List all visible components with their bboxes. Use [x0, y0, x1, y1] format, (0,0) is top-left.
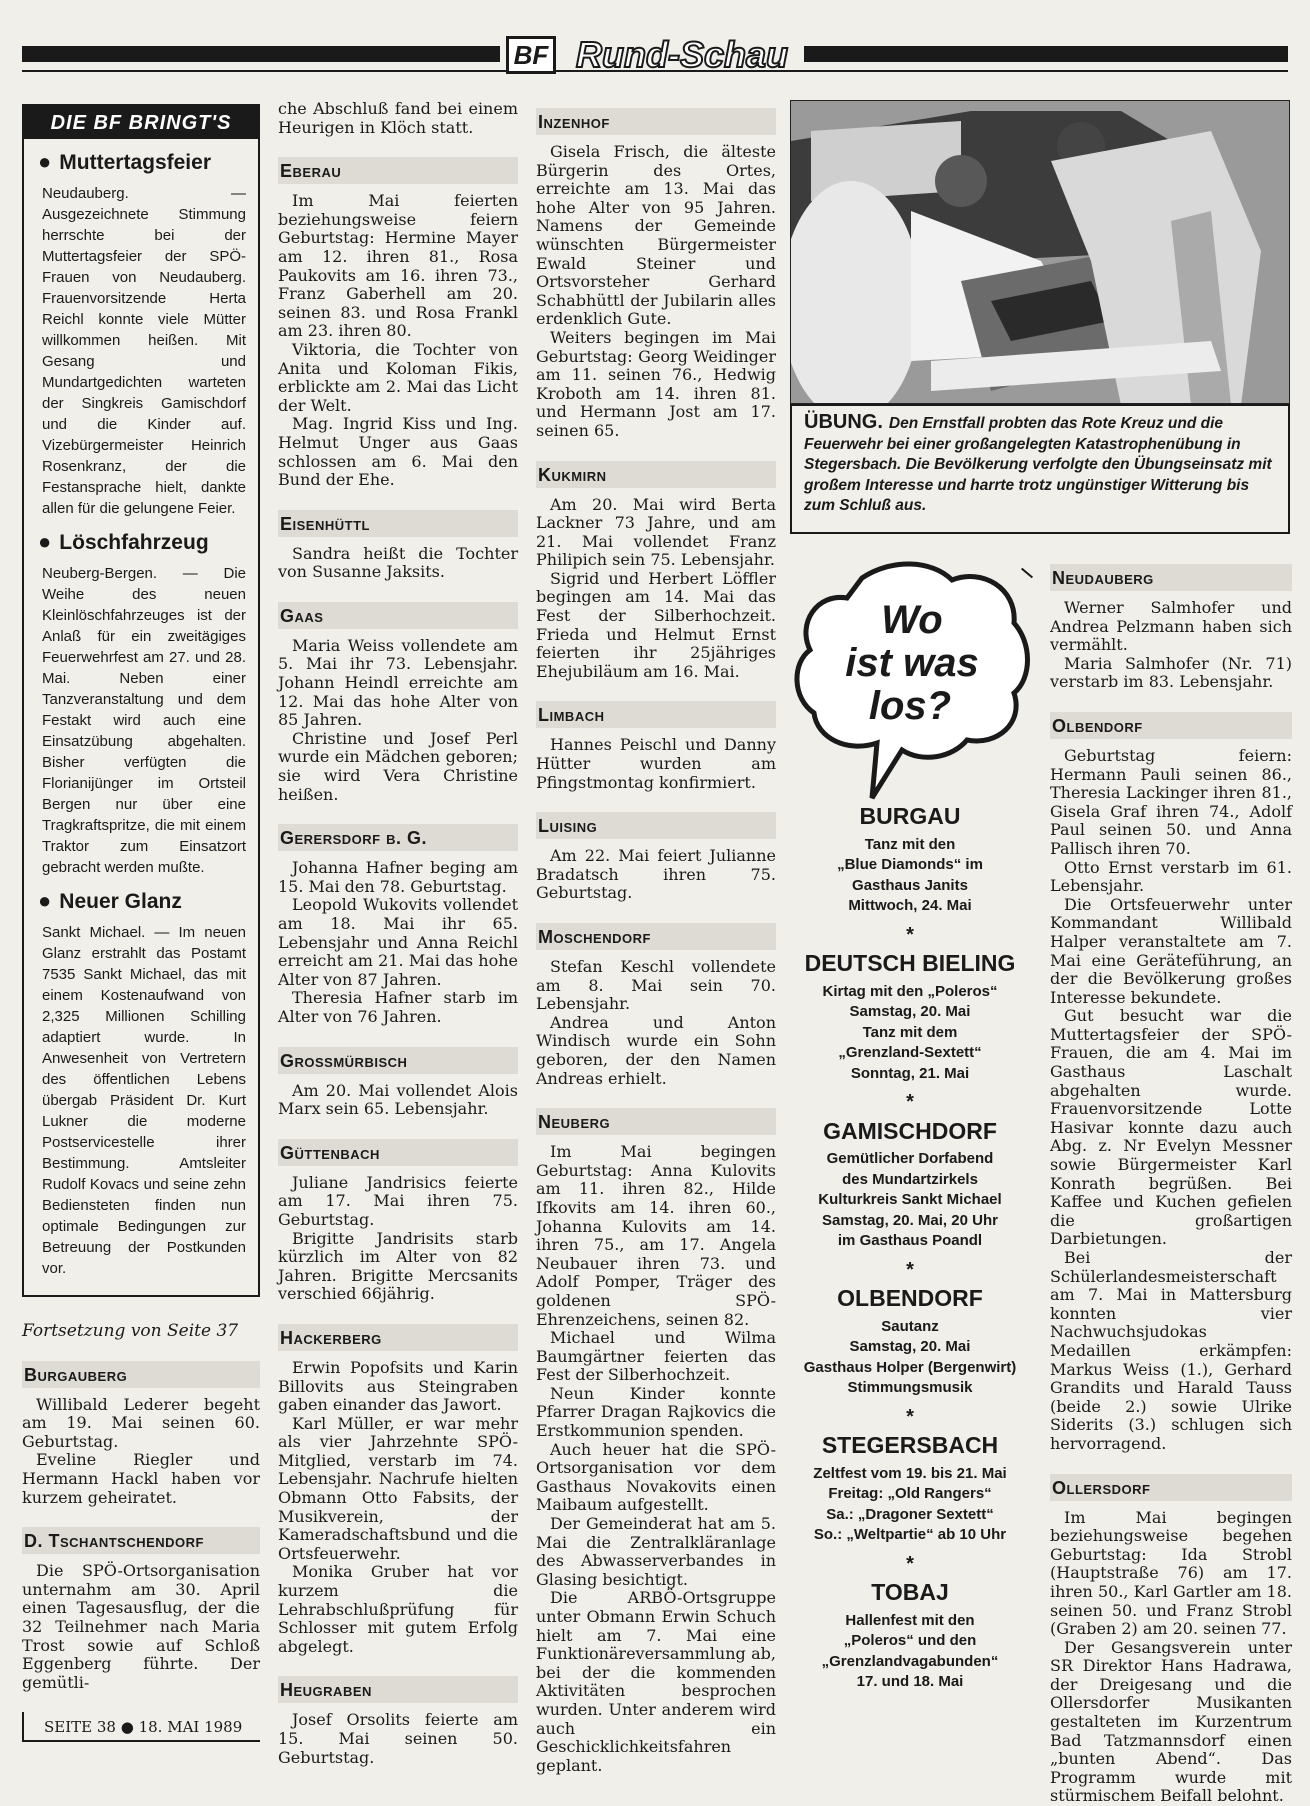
event-line: 17. und 18. Mai	[856, 1673, 964, 1690]
event-line: Sa.: „Dragoner Sextett“	[826, 1505, 994, 1523]
event-line: Tanz mit dem	[862, 1023, 958, 1041]
district-heading: Moschendorf	[536, 923, 776, 950]
article-text: Gut besucht war die Muttertagsfeier der SPÖ-Frauen, die am 4. Mai im Gasthaus Laschalt abgehalten wurde. Frauenvorsitzende Lotte Hasivar konnte dazu auch Abg. z. Nr Evelyn Messner sowie Bürgermeister Karl Konrath begrüßen. Bei Kaffee und Kuchen gefielen die großartigen Darbietungen.	[1050, 1006, 1292, 1249]
article-text: Viktoria, die Tochter von Anita und Koloman Fikis, erblickte am 2. Mai das Licht der Welt.	[278, 339, 518, 415]
district-heading: Güttenbach	[278, 1139, 518, 1166]
article-text: Andrea und Anton Windisch wurde ein Sohn geboren, der den Namen Andreas erhielt.	[536, 1012, 776, 1088]
bullet-icon: ●	[38, 149, 52, 174]
article-text: Sigrid und Herbert Löffler begingen am 14. Mai das Fest der Silberhochzeit. Frieda und Helmut Ernst feierten ihr 25jähriges Ehejubiläum am 16. Mai.	[536, 568, 776, 681]
article-text: Brigitte Jandrisits starb kürzlich im Alter von 82 Jahren. Brigitte Mercsanits verschied 66jährig.	[278, 1228, 518, 1304]
event-line: Samstag, 20. Mai	[849, 1338, 971, 1355]
article-text: Eveline Riegler und Hermann Hackl haben vor kurzem geheiratet.	[22, 1450, 260, 1507]
article-text: Die SPÖ-Ortsorganisation unternahm am 30. April einen Tagesausflug, der die 32 Teilnehmer nach Maria Trost sowie auf Schloß Eggenberg führte. Der gemütli-	[22, 1561, 260, 1692]
article-text: Otto Ernst verstarb im 61. Lebensjahr.	[1050, 857, 1292, 896]
box-item-text: Neuberg-Bergen. — Die Weihe des neuen Kleinlöschfahrzeuges ist der Anlaß für ein zweitägiges Feuerwehrfest am 27. und 28. Mai. Neben einer Tanzveranstaltung und dem Festakt wird auch eine Einsatzübung abgehalten. Bisher verfügten die Florianijünger im Ortsteil Bergen nur über eine Tragkraftspritze, die mit einem Traktor zum Einsatzort gebracht werden mußte.	[42, 565, 246, 876]
event-line: Gemütlicher Dorfabend	[826, 1150, 994, 1167]
event-place: DEUTSCH BIELING	[804, 950, 1016, 976]
district-heading: Heugraben	[278, 1676, 518, 1703]
event-line: Kulturkreis Sankt Michael	[818, 1191, 1002, 1208]
box-item-text: Neudauberg. — Ausgezeichnete Stimmung herrschte bei der Muttertagsfeier der SPÖ-Frauen von Neudauberg. Frauenvorsitzende Herta Reichl konnte viele Mütter willkommen heißen. Mit Gesang und Mundartgedichten warteten der Singkreis Gamischdorf und die Kinder auf. Vizebürgermeister Heinrich Rosenkranz, der die Festansprache hielt, dankte allen für die gelungene Feier.	[42, 185, 246, 517]
bubble-text-line: Wo	[881, 598, 943, 642]
district-heading: Neuberg	[536, 1108, 776, 1135]
news-photo	[790, 100, 1290, 404]
column-3	[536, 104, 776, 1775]
events-list	[790, 800, 1030, 1693]
article-text: Die Ortsfeuerwehr unter Kommandant Willibald Halper veranstaltete am 7. Mai eine Geräteführung, an der die Bevölkerung großes Interesse bekundete.	[1050, 894, 1292, 1007]
article-text: Erwin Popofsits und Karin Billovits aus Steingraben gaben einander das Jawort.	[278, 1357, 518, 1415]
article-text: Josef Orsolits feierte am 15. Mai seinen 50. Geburtstag.	[278, 1710, 518, 1767]
photo-illustration	[791, 101, 1290, 404]
star-separator-icon: *	[906, 923, 914, 946]
box-item-text: Sankt Michael. — Im neuen Glanz erstrahlt das Postamt 7535 Sankt Michael, das mit einem Kostenaufwand von 2,325 Millionen Schilling adaptiert wurde. In Anwesenheit von Vertretern des öffentlichen Lebens übergab Präsident Dr. Kurt Lukner die moderne Postservicestelle ihrer Bestimmung. Amtsleiter Rudolf Kovacs und seine zehn Bediensteten finden nun optimale Bedingungen zur Betreuung der Postkunden vor.	[42, 924, 246, 1277]
event-entry	[790, 1285, 1030, 1399]
article-text: Am 20. Mai wird Berta Lackner 73 Jahre, und am 21. Mai vollendet Franz Philipich sein 75. Lebensjahr.	[536, 494, 776, 570]
event-line: Hallenfest mit den	[845, 1611, 975, 1629]
box-item-heading: ● Löschfahrzeug	[38, 529, 209, 554]
star-separator-icon: *	[906, 1258, 914, 1281]
article-text: che Abschluß fand bei einem Heurigen in Klöch statt.	[278, 99, 518, 137]
article-text: Leopold Wukovits vollendet am 18. Mai ihr 65. Lebensjahr und Anna Reichl erreicht am 21. Mai das hohe Alter von 87 Jahren.	[278, 895, 518, 989]
masthead-rule-left	[22, 46, 500, 62]
article-text: Bei der Schülerlandesmeisterschaft am 7. Mai in Mattersburg konnten vier Nachwuchsjudokas Medaillen erkämpfen: Markus Weiss (1.), Gerhard Grandits und Harald Tauss (beide 2.) sowie Ulrike Siderits (3.) schlugen sich hervorragend.	[1050, 1248, 1292, 1453]
bf-brings-box	[22, 104, 260, 1297]
event-line: Samstag, 20. Mai, 20 Uhr	[822, 1211, 998, 1229]
district-heading: Inzenhof	[536, 108, 776, 135]
article-text: Neun Kinder konnte Pfarrer Dragan Rajkovics die Erstkommunion spenden.	[536, 1383, 776, 1441]
box-item-heading: ● Neuer Glanz	[38, 888, 182, 913]
article-text: Weiters begingen im Mai Geburtstag: Georg Weidinger am 11. seinen 76., Hedwig Kroboth am 14. ihren 81. und Hermann Jost am 17. seinen 65.	[536, 327, 776, 440]
district-heading: Eisenhüttl	[278, 510, 518, 537]
event-line: „Grenzlandvagabunden“	[821, 1652, 999, 1670]
star-separator-icon: *	[906, 1091, 914, 1113]
column-5	[1050, 560, 1292, 1806]
district-heading: Eberau	[278, 157, 518, 184]
article-text: Johanna Hafner beging am 15. Mai den 78. Geburtstag.	[278, 858, 518, 896]
box-title: DIE BF BRINGT'S	[24, 106, 258, 139]
event-place: TOBAJ	[871, 1579, 949, 1605]
district-heading: D. Tschantschendorf	[22, 1527, 260, 1554]
event-line: Gasthaus Holper (Bergenwirt)	[803, 1358, 1017, 1376]
masthead-rule-right	[804, 46, 1288, 62]
event-place: GAMISCHDORF	[823, 1117, 997, 1144]
district-heading: Grossmürbisch	[278, 1047, 518, 1074]
district-heading: Gerersdorf b. G.	[278, 824, 518, 851]
article-text: Im Mai begingen beziehungsweise begehen Geburtstag: Ida Strobl (Hauptstraße 76) am 17. ihren 50., Karl Gartler am 18. seinen 50. und Franz Strobl (Graben 2) am 20. seinen 77.	[1050, 1507, 1292, 1639]
article-text: Michael und Wilma Baumgärtner feierten das Fest der Silberhochzeit.	[536, 1328, 776, 1385]
caption-lead: ÜBUNG.	[804, 411, 883, 433]
bubble-text-line: los?	[868, 684, 952, 728]
page-footer: SEITE 38 ● 18. MAI 1989	[22, 1712, 260, 1742]
article-text: Werner Salmhofer und Andrea Pelzmann haben sich vermählt.	[1050, 598, 1292, 655]
star-separator-icon: *	[906, 1405, 914, 1428]
article-text: Christine und Josef Perl wurde ein Mädchen geboren; sie wird Vera Christine heißen.	[278, 728, 518, 804]
event-line: Kirtag mit den „Poleros“	[822, 982, 998, 1000]
column-2	[278, 100, 518, 1767]
event-line: „Poleros“ und den	[843, 1632, 977, 1649]
article-text: Mag. Ingrid Kiss und Ing. Helmut Unger aus Gaas schlossen am 6. Mai den Bund der Ehe.	[278, 414, 518, 490]
event-line: So.: „Weltpartie“ ab 10 Uhr	[813, 1526, 1007, 1543]
article-text: Willibald Lederer begeht am 19. Mai seinen 60. Geburtstag.	[22, 1394, 260, 1451]
caption-text: Den Ernstfall probten das Rote Kreuz und die Feuerwehr bei einer großangelegten Katastrophenübung in Stegersbach. Die Bevölkerung verfolgte den Übungseinsatz mit großem Interesse und harrte trotz ungünstiger Witterung bis zum Schluß aus.	[804, 415, 1272, 514]
article-text: Im Mai feierten beziehungsweise feiern Geburtstag: Hermine Mayer am 12. ihren 81., Rosa Paukovits am 16. ihren 73., Franz Gaberhell am 20. seinen 83. und Rosa Frankl am 23. ihren 80.	[278, 191, 518, 341]
article-text: Theresia Hafner starb im Alter von 76 Jahren.	[278, 988, 518, 1026]
article-text: Juliane Jandrisics feierte am 17. Mai ihren 75. Geburtstag.	[278, 1172, 518, 1229]
event-entry	[790, 1432, 1030, 1546]
district-heading: Burgauberg	[22, 1361, 260, 1388]
event-line: Gasthaus Janits	[852, 876, 968, 894]
article-text: Sandra heißt die Tochter von Susanne Jaksits.	[278, 543, 518, 582]
event-place: STEGERSBACH	[821, 1432, 999, 1458]
continued-note: Fortsetzung von Seite 37	[22, 1321, 239, 1341]
district-heading: Neudauberg	[1050, 564, 1292, 591]
event-entry	[790, 950, 1030, 1084]
article-text: Die ARBÖ-Ortsgruppe unter Obmann Erwin Schuch hielt am 7. Mai eine Funktionäreversammlung ab, bei der die kommenden Aktivitäten besprochen wurden. Unter anderem wird auch ein Geschicklichkeitsfahren geplant.	[536, 1588, 776, 1775]
column-1	[22, 1322, 260, 1692]
article-text: Hannes Peischl und Danny Hütter wurden am Pfingstmontag konfirmiert.	[536, 735, 776, 792]
bubble-text-line: ist was	[845, 641, 979, 685]
event-line: im Gasthaus Poandl	[837, 1232, 983, 1249]
article-text: Stefan Keschl vollendete am 8. Mai sein 70. Lebensjahr.	[536, 957, 776, 1014]
event-entry	[790, 803, 1030, 917]
event-line: Stimmungsmusik	[847, 1379, 973, 1396]
article-text: Maria Salmhofer (Nr. 71) verstarb im 83. Lebensjahr.	[1050, 653, 1292, 692]
star-separator-icon: *	[906, 1552, 914, 1575]
event-line: Freitag: „Old Rangers“	[828, 1485, 992, 1502]
event-place: OLBENDORF	[837, 1285, 983, 1311]
article-text: Am 20. Mai vollendet Alois Marx sein 65. Lebensjahr.	[278, 1080, 518, 1119]
article-text: Geburtstag feiern: Hermann Pauli seinen 86., Theresia Lackinger ihren 81., Gisela Graf ihren 74., Adolf Paul seinen 50. und Anna Pallisch ihren 70.	[1050, 745, 1292, 858]
event-line: des Mundartzirkels	[842, 1170, 978, 1188]
bf-logo: BF	[506, 36, 556, 74]
event-line: Samstag, 20. Mai	[849, 1003, 971, 1020]
box-item-heading: ● Muttertagsfeier	[38, 149, 211, 174]
district-heading: Luising	[536, 812, 776, 839]
district-heading: Limbach	[536, 701, 776, 728]
article-text: Der Gemeinderat hat am 5. Mai die Zentralkläranlage des Abwasserverbandes in Glasing besichtigt.	[536, 1514, 776, 1589]
photo-caption	[790, 404, 1290, 534]
article-text: Karl Müller, er war mehr als vier Jahrzehnte SPÖ-Mitglied, verstarb im 74. Lebensjahr. Nachrufe hielten Obmann Otto Fabsits, der Musikverein, der Kameradschaftsbund und die Ortsfeuerwehr.	[278, 1413, 518, 1563]
event-line: „Grenzland-Sextett“	[838, 1044, 982, 1061]
article-text: Im Mai begingen Geburtstag: Anna Kulovits am 11. ihren 82., Hilde Ifkovits am 14. ihren 60., Johanna Kulovits am 14. ihren 75., am 17. Angela Neubauer ihren 73. und Adolf Pomper, Träger des goldenen SPÖ-Ehrenzeichens, seinen 82.	[536, 1142, 776, 1329]
district-heading: Gaas	[278, 602, 518, 629]
section-title: Rund-Schau	[576, 34, 788, 75]
event-line: Mittwoch, 24. Mai	[848, 897, 972, 914]
event-line: Tanz mit den	[864, 835, 956, 853]
event-line: „Blue Diamonds“ im	[837, 856, 983, 873]
event-line: Sautanz	[881, 1317, 939, 1335]
district-heading: Hackerberg	[278, 1324, 518, 1351]
event-entry	[790, 1579, 1030, 1693]
article-text: Gisela Frisch, die älteste Bürgerin des Ortes, erreichte am 13. Mai das hohe Alter von 95 Jahren. Namens der Gemeinde wünschten Bürgermeister Ewald Steiner und Ortsvorsteher Gerhard Schabhüttl der Jubilarin alles erdenklich Gute.	[536, 142, 776, 329]
event-place: BURGAU	[859, 803, 961, 829]
district-heading: Kukmirn	[536, 461, 776, 488]
article-text: Monika Gruber hat vor kurzem die Lehrabschlußprüfung für Schlosser mit gutem Erfolg abgelegt.	[278, 1562, 518, 1656]
article-text: Der Gesangsverein unter SR Direktor Hans Hadrawa, der Dreigesang und die Ollersdorfer Musikanten gestalteten im Kurzentrum Bad Tatzmannsdorf einen „bunten Abend“. Das Programm wurde mit stürmischem Beifall belohnt.	[1050, 1637, 1292, 1806]
wo-ist-was-los-bubble	[792, 558, 1036, 808]
event-line: Zeltfest vom 19. bis 21. Mai	[813, 1464, 1007, 1482]
district-heading: Ollersdorf	[1050, 1474, 1292, 1501]
event-entry	[790, 1117, 1030, 1252]
district-heading: Olbendorf	[1050, 712, 1292, 739]
article-text: Am 22. Mai feiert Julianne Bradatsch ihren 75. Geburtstag.	[536, 846, 776, 903]
article-text: Maria Weiss vollendete am 5. Mai ihr 73. Lebensjahr. Johann Heindl erreichte am 12. Mai das hohe Alter von 85 Jahren.	[278, 635, 518, 730]
article-text: Auch heuer hat die SPÖ-Ortsorganisation vor dem Gasthaus Novakovits einen Maibaum aufgestellt.	[536, 1439, 776, 1515]
event-line: Sonntag, 21. Mai	[850, 1064, 970, 1082]
bullet-icon: ●	[38, 529, 52, 554]
bullet-icon: ●	[38, 888, 52, 913]
